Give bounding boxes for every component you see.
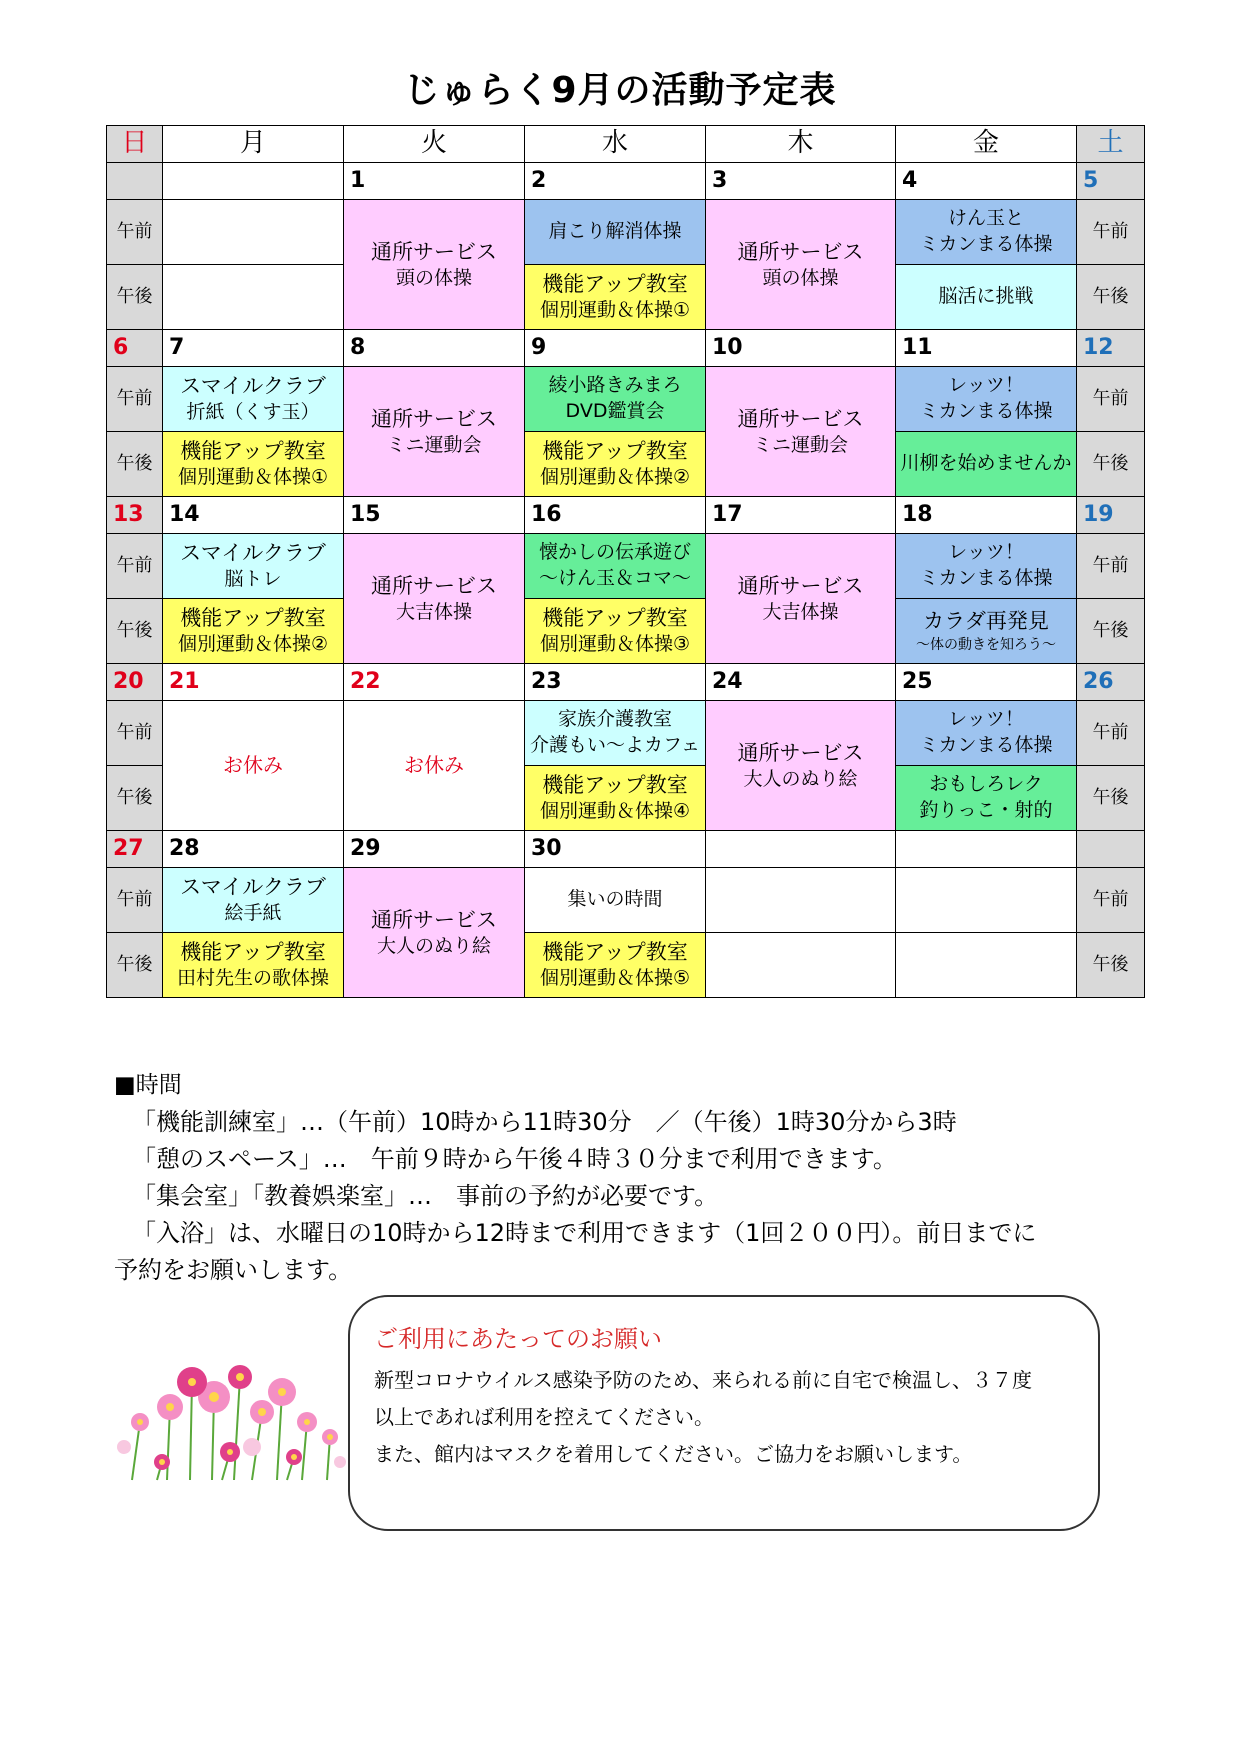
pm-label: 午後 [107, 766, 163, 831]
event-title: 機能アップ教室 [542, 606, 688, 630]
event-cell [344, 868, 525, 998]
date-cell: 17 [706, 497, 896, 534]
pm-label: 午後 [107, 432, 163, 497]
event-subtitle: 個別運動＆体操① [177, 466, 329, 489]
date-cell: 18 [896, 497, 1077, 534]
am-row [107, 701, 1145, 766]
weekday-tue: 火 [344, 126, 525, 163]
event-cell [896, 766, 1077, 831]
date-cell: 12 [1077, 330, 1145, 367]
date-cell [1077, 831, 1145, 868]
date-cell: 3 [706, 163, 896, 200]
pm-label: 午後 [107, 933, 163, 998]
event-title: 機能アップ教室 [180, 606, 326, 630]
event-cell [706, 534, 896, 664]
event-subtitle: 大人のぬり絵 [376, 934, 491, 957]
weekday-sat: 土 [1077, 126, 1145, 163]
am-row [107, 868, 1145, 933]
event-subtitle: 個別運動＆体操② [177, 633, 329, 656]
event-cell [344, 200, 525, 330]
event-subtitle: 釣りっこ・射的 [919, 799, 1053, 821]
holiday-label: お休み [223, 753, 283, 777]
event-cell [344, 701, 525, 831]
am-label: 午前 [107, 367, 163, 432]
am-label: 午前 [107, 200, 163, 265]
event-cell [163, 868, 344, 933]
date-cell: 15 [344, 497, 525, 534]
date-cell: 7 [163, 330, 344, 367]
date-cell: 8 [344, 330, 525, 367]
event-cell [163, 599, 344, 664]
holiday-label: お休み [404, 753, 464, 777]
am-row [107, 367, 1145, 432]
date-cell: 1 [344, 163, 525, 200]
weekday-wed: 水 [525, 126, 706, 163]
event-title: スマイルクラブ [180, 541, 326, 565]
pm-label: 午後 [107, 265, 163, 330]
event-subtitle: ～けん玉＆コマ～ [538, 567, 691, 589]
event-cell [163, 534, 344, 599]
hours-info [114, 1068, 1036, 1290]
event-cell [896, 200, 1077, 265]
event-subtitle: ミニ運動会 [386, 433, 482, 456]
event-cell [896, 265, 1077, 330]
weekday-mon: 月 [163, 126, 344, 163]
date-cell: 19 [1077, 497, 1145, 534]
event-cell [163, 367, 344, 432]
event-subtitle: ミニ運動会 [752, 433, 848, 456]
date-cell: 4 [896, 163, 1077, 200]
hours-line: 予約をお願いします。 [114, 1256, 353, 1285]
page-title: じゅらく9月の活動予定表 [403, 70, 837, 111]
date-cell: 9 [525, 330, 706, 367]
event-cell [706, 868, 896, 933]
event-title: 機能アップ教室 [180, 439, 326, 463]
date-cell: 16 [525, 497, 706, 534]
event-cell [163, 933, 344, 998]
event-cell [706, 367, 896, 497]
event-title: 通所サービス [371, 907, 497, 932]
date-cell [107, 163, 163, 200]
am-label: 午前 [1077, 200, 1145, 265]
date-row [107, 497, 1145, 534]
event-cell [344, 367, 525, 497]
event-cell [525, 432, 706, 497]
event-title: 通所サービス [371, 573, 497, 598]
pm-label: 午後 [1077, 766, 1145, 831]
event-cell [525, 868, 706, 933]
event-title: 懐かしの伝承遊び [538, 541, 691, 564]
notice-box [348, 1295, 1100, 1531]
event-title: 機能アップ教室 [542, 940, 688, 964]
date-cell: 27 [107, 831, 163, 868]
event-cell [525, 766, 706, 831]
am-label: 午前 [1077, 701, 1145, 766]
event-subtitle: 個別運動＆体操① [539, 299, 691, 322]
notice-line: 新型コロナウイルス感染予防のため、来られる前に自宅で検温し、３７度 [374, 1368, 1032, 1392]
notice-line: 以上であれば利用を控えてください。 [374, 1405, 714, 1429]
event-subtitle: ミカンまる体操 [919, 734, 1053, 756]
date-cell: 24 [706, 664, 896, 701]
event-title: レッツ！ [948, 541, 1024, 564]
weekday-header [107, 126, 1145, 163]
pm-label: 午後 [1077, 432, 1145, 497]
event-title: 機能アップ教室 [542, 773, 688, 797]
event-cell [163, 265, 344, 330]
event-subtitle: 頭の体操 [762, 266, 839, 289]
weekday-fri: 金 [896, 126, 1077, 163]
event-cell [896, 701, 1077, 766]
hours-heading: ■時間 [114, 1072, 182, 1098]
event-title: 脳活に挑戦 [938, 285, 1034, 308]
date-cell: 13 [107, 497, 163, 534]
cosmos-flower-icon [112, 1352, 352, 1482]
event-subtitle: 大吉体操 [762, 600, 839, 623]
pm-label: 午後 [1077, 599, 1145, 664]
event-title: 機能アップ教室 [542, 272, 688, 296]
event-cell [706, 200, 896, 330]
event-title: 肩こり解消体操 [548, 220, 682, 243]
pm-label: 午後 [107, 599, 163, 664]
date-row [107, 163, 1145, 200]
hours-line: 「入浴」は、水曜日の10時から12時まで利用できます（1回２００円）。前日までに [132, 1219, 1037, 1248]
event-title: けん玉と [947, 207, 1024, 230]
event-subtitle: 個別運動＆体操④ [539, 800, 691, 823]
event-title: 通所サービス [737, 573, 864, 598]
event-subtitle: DVD鑑賞会 [565, 400, 665, 422]
hours-line: 「機能訓練室」…（午前）10時から11時30分 ／（午後）1時30分から3時 [132, 1107, 957, 1136]
date-cell: 29 [344, 831, 525, 868]
date-cell: 20 [107, 664, 163, 701]
date-cell: 21 [163, 664, 344, 701]
event-cell [525, 367, 706, 432]
am-label: 午前 [107, 868, 163, 933]
am-label: 午前 [1077, 367, 1145, 432]
event-cell [896, 599, 1077, 664]
event-cell [706, 701, 896, 831]
date-cell: 2 [525, 163, 706, 200]
date-cell [163, 163, 344, 200]
am-label: 午前 [1077, 868, 1145, 933]
event-cell [896, 534, 1077, 599]
date-cell [706, 831, 896, 868]
date-cell: 6 [107, 330, 163, 367]
date-row [107, 831, 1145, 868]
event-title: 通所サービス [371, 239, 497, 264]
pm-row [107, 432, 1145, 497]
event-cell [896, 933, 1077, 998]
am-label: 午前 [1077, 534, 1145, 599]
pm-row [107, 933, 1145, 998]
event-cell [525, 534, 706, 599]
event-cell [706, 933, 896, 998]
event-title: 集いの時間 [567, 888, 663, 911]
event-subtitle: 大人のぬり絵 [743, 767, 858, 790]
am-row [107, 200, 1145, 265]
date-cell: 14 [163, 497, 344, 534]
event-subtitle: 脳トレ [224, 568, 282, 591]
hours-line: 「憩のスペース」… 午前９時から午後４時３０分まで利用できます。 [132, 1144, 897, 1173]
am-label: 午前 [107, 534, 163, 599]
event-subtitle: 個別運動＆体操③ [539, 633, 691, 656]
date-cell: 30 [525, 831, 706, 868]
event-cell [163, 432, 344, 497]
date-cell: 23 [525, 664, 706, 701]
event-title: 機能アップ教室 [180, 940, 326, 964]
am-label: 午前 [107, 701, 163, 766]
event-subtitle: ミカンまる体操 [919, 233, 1053, 255]
date-cell [896, 831, 1077, 868]
date-cell: 10 [706, 330, 896, 367]
notice-title: ご利用にあたってのお願い [374, 1325, 662, 1353]
event-title: スマイルクラブ [180, 374, 326, 398]
pm-label: 午後 [1077, 265, 1145, 330]
event-subtitle: 絵手紙 [224, 902, 282, 925]
event-title: おもしろレク [929, 773, 1043, 796]
weekday-sun: 日 [107, 126, 163, 163]
event-title: 通所サービス [737, 740, 864, 765]
event-cell [525, 701, 706, 766]
event-title: レッツ！ [948, 708, 1024, 731]
event-title: 機能アップ教室 [542, 439, 688, 463]
date-row [107, 330, 1145, 367]
date-cell: 5 [1077, 163, 1145, 200]
event-cell [163, 200, 344, 265]
event-subtitle: 田村先生の歌体操 [176, 967, 329, 990]
event-subtitle: ミカンまる体操 [919, 400, 1053, 422]
event-cell [525, 200, 706, 265]
event-cell [525, 599, 706, 664]
event-subtitle: ～体の動きを知ろう～ [916, 636, 1056, 653]
date-cell: 11 [896, 330, 1077, 367]
event-cell [344, 534, 525, 664]
notice-line: また、館内はマスクを着用してください。ご協力をお願いします。 [374, 1442, 973, 1466]
event-subtitle: 大吉体操 [395, 600, 472, 623]
event-subtitle: 頭の体操 [395, 266, 472, 289]
event-cell [896, 367, 1077, 432]
date-cell: 26 [1077, 664, 1145, 701]
event-subtitle: 個別運動＆体操② [539, 466, 691, 489]
event-subtitle: 個別運動＆体操⑤ [539, 967, 691, 990]
event-title: カラダ再発見 [923, 609, 1049, 634]
date-cell: 25 [896, 664, 1077, 701]
event-title: 川柳を始めませんか [900, 452, 1072, 475]
event-cell [896, 432, 1077, 497]
event-cell [525, 933, 706, 998]
hours-line: 「集会室」「教養娯楽室」… 事前の予約が必要です。 [132, 1182, 719, 1211]
event-subtitle: ミカンまる体操 [919, 567, 1053, 589]
event-cell [525, 265, 706, 330]
event-title: 家族介護教室 [557, 708, 672, 731]
event-title: 通所サービス [737, 239, 864, 264]
event-subtitle: 介護もい～よカフェ [529, 734, 701, 756]
am-row [107, 534, 1145, 599]
date-cell: 28 [163, 831, 344, 868]
date-row [107, 664, 1145, 701]
event-subtitle: 折紙（くす玉） [186, 401, 320, 424]
weekday-thu: 木 [706, 126, 896, 163]
event-cell [163, 701, 344, 831]
event-title: 綾小路きみまろ [548, 374, 682, 397]
event-title: 通所サービス [737, 406, 864, 431]
pm-row [107, 265, 1145, 330]
activity-calendar [106, 125, 1145, 998]
event-cell [896, 868, 1077, 933]
event-title: 通所サービス [371, 406, 497, 431]
pm-label: 午後 [1077, 933, 1145, 998]
event-title: レッツ！ [948, 374, 1024, 397]
event-title: スマイルクラブ [180, 875, 326, 899]
pm-row [107, 599, 1145, 664]
date-cell: 22 [344, 664, 525, 701]
